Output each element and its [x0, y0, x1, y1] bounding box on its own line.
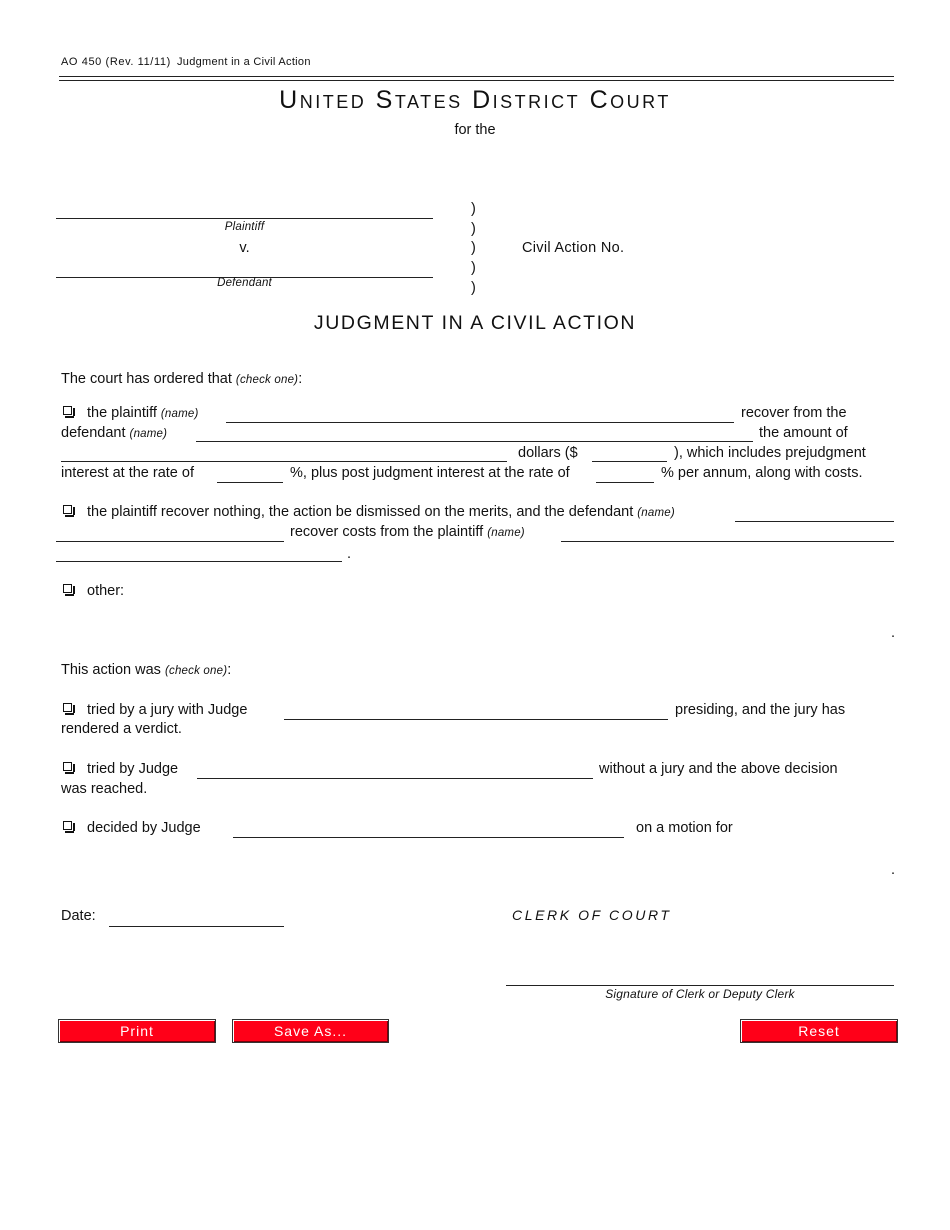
- paren-5: ): [471, 280, 476, 296]
- motion-judge-input[interactable]: [233, 819, 628, 839]
- checkbox-plaintiff-recover[interactable]: [63, 406, 72, 415]
- reset-button[interactable]: Reset: [740, 1019, 898, 1043]
- opt2-name-hint: (name): [637, 507, 675, 519]
- opt3-other-label: other:: [87, 583, 125, 599]
- ordered-colon: :: [298, 371, 303, 387]
- paren-1: ): [471, 201, 476, 217]
- opt1-amount-of: the amount of: [759, 425, 848, 441]
- motion-description-input[interactable]: [745, 819, 894, 839]
- opt1-post-rate-input[interactable]: [596, 464, 658, 484]
- date-label: Date:: [61, 908, 96, 924]
- checkbox-jury[interactable]: [63, 703, 72, 712]
- opt1-rate-input[interactable]: [217, 464, 287, 484]
- opt1-plaintiff-input[interactable]: [226, 404, 738, 424]
- opt1-post-judgment: %, plus post judgment interest at the rate of: [290, 465, 570, 481]
- opt2-plaintiff-input-a[interactable]: [561, 523, 898, 543]
- plaintiff-label: Plaintiff: [224, 221, 265, 233]
- opt2-recover-costs-text: recover costs from the plaintiff: [290, 524, 484, 540]
- judge-text: tried by Judge: [87, 761, 179, 777]
- motion-on-motion: on a motion for: [636, 820, 733, 836]
- checkbox-motion[interactable]: [63, 821, 72, 830]
- paren-4: ): [471, 260, 476, 276]
- header-rule-bottom: [59, 80, 894, 81]
- opt3-other-input[interactable]: [130, 582, 894, 602]
- opt2-recover-costs: [290, 523, 525, 542]
- opt2-text: [87, 503, 675, 522]
- checkbox-judge[interactable]: [63, 762, 72, 771]
- opt1-defendant-name-hint: (name): [129, 428, 168, 440]
- motion-text: decided by Judge: [87, 820, 201, 836]
- judge-without-jury: without a jury and the above decision: [599, 761, 838, 777]
- defendant-input[interactable]: [56, 258, 437, 278]
- defendant-label: Defendant: [217, 277, 272, 289]
- opt1-defendant-label: [61, 424, 167, 443]
- opt1-prejudgment: ), which includes prejudgment: [674, 445, 866, 461]
- opt1-defendant-text: defendant: [61, 425, 126, 441]
- plaintiff-line: [56, 218, 433, 219]
- opt2-period: .: [347, 546, 352, 562]
- plaintiff-input[interactable]: [56, 199, 437, 219]
- opt2-text1: the plaintiff recover nothing, the action be dismissed on the merits, and the defendant: [87, 504, 634, 520]
- paren-2: ): [471, 221, 476, 237]
- opt1-label: [87, 404, 199, 423]
- action-check-one: (check one): [164, 665, 228, 677]
- opt3-period: .: [891, 625, 896, 641]
- jury-judge-input[interactable]: [284, 701, 672, 721]
- form-name: Judgment in a Civil Action: [177, 56, 311, 68]
- form-id: AO 450 (Rev. 11/11): [61, 56, 171, 68]
- opt2-plaintiff-input-b[interactable]: [56, 543, 346, 563]
- civil-action-label: Civil Action No.: [522, 240, 625, 256]
- opt1-dollars: dollars ($: [518, 445, 578, 461]
- checkbox-other[interactable]: [63, 584, 72, 593]
- for-the-label: for the: [454, 122, 496, 138]
- opt1-plaintiff-text: the plaintiff: [87, 405, 157, 421]
- clerk-of-court-label: CLERK OF COURT: [512, 907, 672, 923]
- ordered-check-one: (check one): [235, 374, 299, 386]
- jury-verdict: rendered a verdict.: [61, 721, 182, 737]
- opt1-dollar-input[interactable]: [592, 443, 671, 463]
- signature-label: Signature of Clerk or Deputy Clerk: [605, 987, 795, 1001]
- opt1-name-hint: (name): [160, 408, 199, 420]
- ordered-intro: [61, 370, 302, 389]
- judge-input[interactable]: [197, 760, 597, 780]
- versus-label: v.: [239, 240, 250, 256]
- ordered-intro-text: The court has ordered that: [61, 371, 232, 387]
- action-intro: [61, 661, 231, 680]
- action-intro-text: This action was: [61, 662, 161, 678]
- opt2-plaintiff-name-hint: (name): [487, 527, 525, 539]
- paren-3: ): [471, 240, 476, 256]
- checkbox-plaintiff-nothing[interactable]: [63, 505, 72, 514]
- motion-period: .: [891, 862, 896, 878]
- jury-text: tried by a jury with Judge: [87, 702, 248, 718]
- jury-presiding: presiding, and the jury has: [675, 702, 846, 718]
- header-rule-top: [59, 76, 894, 77]
- save-as-button[interactable]: Save As...: [232, 1019, 389, 1043]
- print-button[interactable]: Print: [58, 1019, 216, 1043]
- court-title: United States District Court: [279, 86, 671, 114]
- signature-line: [506, 985, 894, 986]
- opt2-defendant-input-b[interactable]: [56, 523, 288, 543]
- opt1-recover-from: recover from the: [741, 405, 847, 421]
- date-input[interactable]: [109, 907, 288, 927]
- opt1-amount-words-input[interactable]: [61, 443, 511, 463]
- judge-reached: was reached.: [61, 781, 148, 797]
- civil-action-number-input[interactable]: [642, 238, 896, 258]
- opt1-interest-rate: interest at the rate of: [61, 465, 194, 481]
- judgment-title: JUDGMENT IN A CIVIL ACTION: [313, 312, 637, 334]
- opt1-per-annum: % per annum, along with costs.: [661, 465, 863, 481]
- opt1-defendant-input[interactable]: [196, 423, 757, 443]
- opt2-defendant-input-a[interactable]: [735, 503, 898, 523]
- action-colon: :: [227, 662, 232, 678]
